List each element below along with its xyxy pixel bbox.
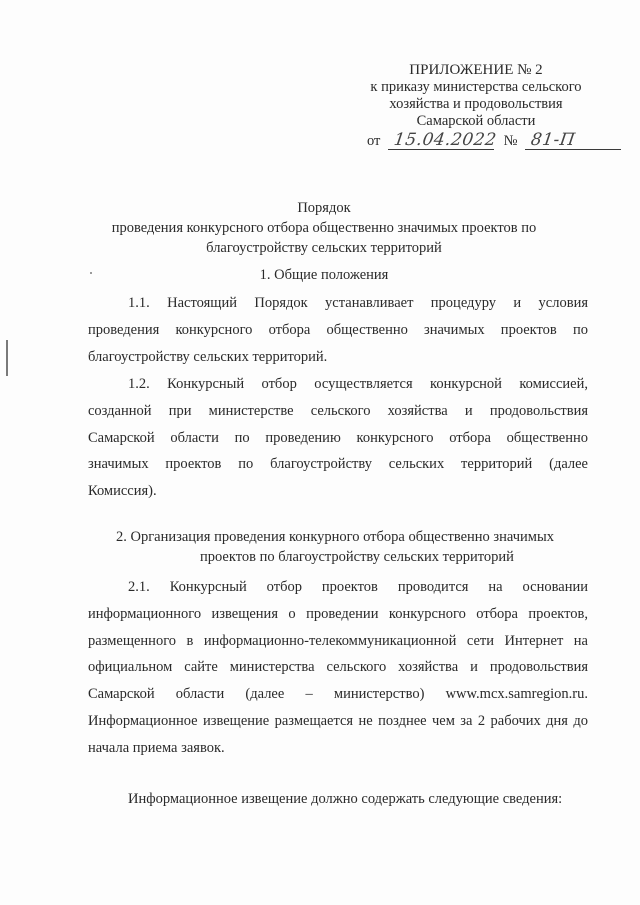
- paragraph-line: официальном сайте министерства сельского хозяйства и продовольствия: [88, 659, 588, 676]
- document-title-line-2: проведения конкурсного отбора общественно значимых проектов по: [111, 220, 537, 236]
- annex-line-2: хозяйства и продовольствия: [389, 96, 563, 112]
- paragraph-line: созданной при министерстве сельского хозяйства и продовольствия: [88, 402, 588, 419]
- paragraph-line: Информационное извещение должно содержать следующие сведения:: [128, 791, 563, 807]
- annex-line-3: Самарской области: [416, 113, 536, 129]
- annex-line-1: к приказу министерства сельского: [370, 79, 582, 95]
- scan-artifact-mark: [6, 340, 8, 376]
- number-field: [525, 129, 621, 150]
- paragraph-line: Комиссия).: [88, 483, 157, 500]
- paragraph-2-2: [88, 786, 588, 813]
- section-2-heading-line-2: проектов по благоустройству сельских территорий: [200, 549, 514, 565]
- date-field: [388, 129, 498, 150]
- handwritten-number: 81-П: [529, 130, 577, 150]
- paragraph-line: Самарской области по проведению конкурсного отбора общественно: [88, 429, 588, 446]
- paragraph-line: 2.1. Конкурсный отбор проектов проводится на основании: [128, 579, 588, 595]
- annex-header: [360, 62, 592, 130]
- document-title-line-3: благоустройству сельских территорий: [206, 240, 442, 256]
- paragraph-line: проведения конкурсного отбора общественно значимых проектов по: [88, 321, 588, 338]
- paragraph-1-1: [88, 290, 588, 370]
- paragraph-2-1: [88, 574, 588, 762]
- handwritten-date: 15.04.2022: [392, 130, 498, 150]
- paragraph-line: 1.2. Конкурсный отбор осуществляется конкурсной комиссией,: [128, 376, 588, 392]
- paragraph-line: размещенного в информационно-телекоммуникационной сети Интернет на: [88, 632, 588, 649]
- paragraph-line: Самарской области (далее – министерство) www.mcx.samregion.ru.: [88, 686, 588, 703]
- section-1-heading: 1. Общие положения: [259, 267, 389, 283]
- document-title-line-1: Порядок: [297, 200, 351, 216]
- order-date-number-row: [367, 129, 621, 151]
- paragraph-line: 1.1. Настоящий Порядок устанавливает процедуру и условия: [128, 295, 588, 311]
- paragraph-line: благоустройству сельских территорий.: [88, 348, 328, 365]
- document-title: [100, 198, 548, 258]
- paragraph-line: значимых проектов по благоустройству сельских территорий (далее: [88, 456, 588, 473]
- paragraph-line: информационного извещения о проведении конкурсного отбора проектов,: [88, 605, 588, 622]
- paragraph-line: Информационное извещение размещается не позднее чем за 2 рабочих дня до: [88, 712, 588, 729]
- section-2-heading: [90, 527, 568, 567]
- annex-title: ПРИЛОЖЕНИЕ № 2: [409, 62, 543, 78]
- date-prefix: от: [367, 133, 381, 149]
- paragraph-1-2: [88, 371, 588, 505]
- number-prefix: №: [503, 133, 518, 149]
- section-2-heading-line-1: 2. Организация проведения конкурного отбора общественно значимых: [116, 529, 554, 545]
- scan-artifact-dot: [90, 272, 92, 274]
- paragraph-line: начала приема заявок.: [88, 739, 225, 756]
